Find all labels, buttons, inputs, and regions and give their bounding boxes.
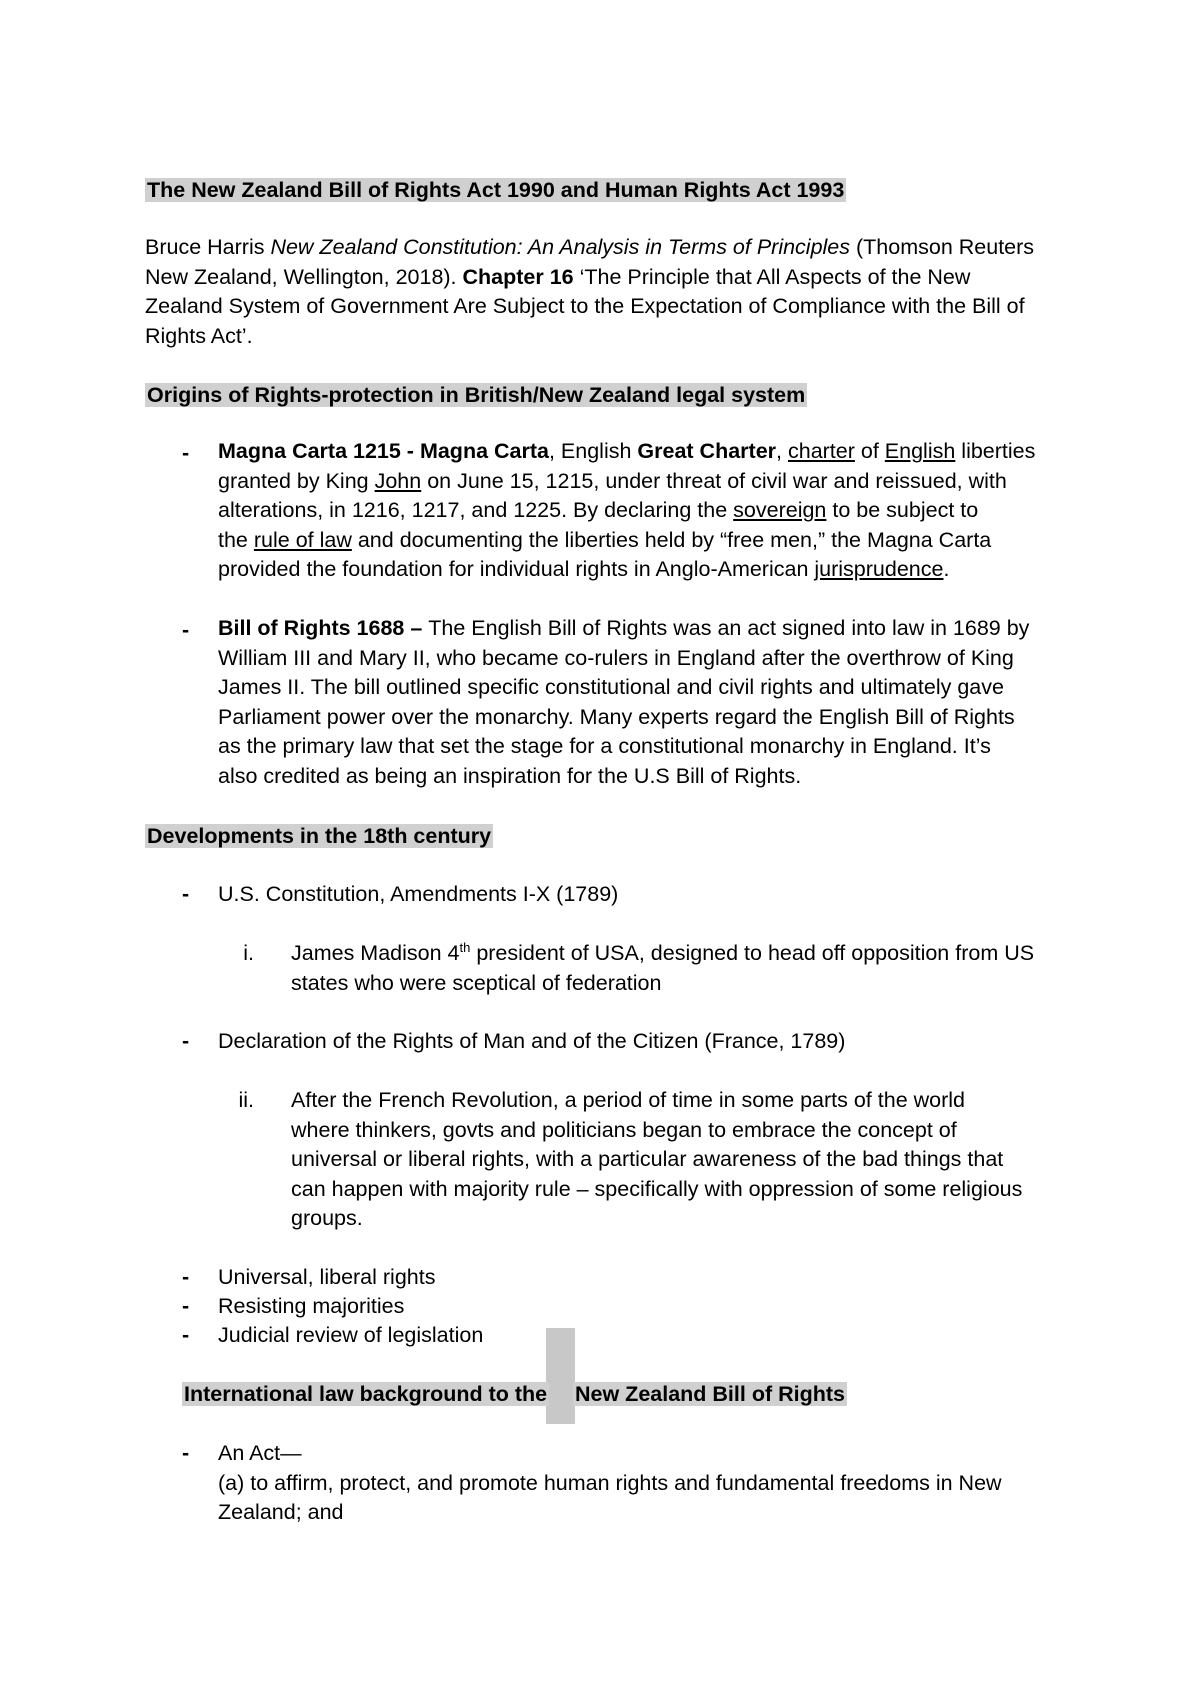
heading-international-b [573, 1380, 847, 1409]
list-item-judicial: Judicial review of legislation [218, 1323, 484, 1347]
bullet-dash: - [182, 1265, 190, 1289]
roman-numeral-i: i. [243, 941, 254, 965]
chapter-label: Chapter 16 [462, 264, 574, 289]
heading-developments [145, 822, 493, 851]
bullet-dash: - [182, 1323, 190, 1347]
magna-l5a: provided the foundation for individual rights in Anglo-American [218, 557, 815, 581]
bill-of-rights-item [218, 614, 1029, 791]
link-jurisprudence[interactable]: jurisprudence [814, 557, 944, 581]
ref-line2-pre: New Zealand, Wellington, 2018). [145, 264, 463, 289]
reference-paragraph [145, 233, 1034, 351]
magna-carta-item [218, 437, 1035, 585]
heading-international-b-text: New Zealand Bill of Rights [575, 1382, 845, 1406]
french-l1: After the French Revolution, a period of time in some parts of the world [291, 1088, 965, 1112]
bill-l5: as the primary law that set the stage for a constitutional monarchy in England. It’s [218, 734, 991, 758]
document-title [145, 176, 846, 205]
heading-developments-text: Developments in the 18th century [147, 824, 492, 848]
link-sovereign[interactable]: sovereign [733, 498, 827, 522]
magna-l1c: , [776, 439, 788, 463]
bullet-dash: - [182, 1441, 190, 1465]
author: Bruce Harris [145, 235, 271, 259]
act-item [218, 1439, 1002, 1528]
magna-lead: Magna Carta 1215 - Magna Carta [218, 439, 549, 463]
bullet-dash: - [182, 1294, 190, 1318]
publisher: (Thomson Reuters [850, 235, 1035, 259]
magna-l2a: granted by King [218, 468, 375, 493]
ref-line4: Rights Act’. [145, 323, 253, 348]
roman-numeral-ii: ii. [238, 1088, 254, 1112]
magna-l3b: to be subject to [826, 498, 979, 522]
french-item [291, 1086, 1022, 1234]
ordinal-suffix: th [459, 939, 471, 955]
bullet-dash: - [182, 1029, 190, 1053]
bullet-dash: - [182, 441, 190, 465]
ref-line2-post: ‘The Principle that All Aspects of the New [573, 264, 971, 289]
bullet-dash: - [182, 618, 190, 642]
heading-origins [145, 381, 807, 410]
link-rule-of-law[interactable]: rule of law [253, 527, 352, 552]
great-charter: Great Charter [637, 439, 777, 463]
bill-l2: William III and Mary II, who became co-rulers in England after the overthrow of King [218, 645, 1014, 670]
magna-l1e: liberties [955, 439, 1036, 463]
french-l4: can happen with majority rule – specifically with oppression of some religious [291, 1176, 1023, 1201]
madison-item [291, 939, 1034, 998]
magna-l3a: alterations, in 1216, 1217, and 1225. By declaring the [218, 498, 734, 522]
french-l5: groups. [291, 1206, 363, 1230]
us-constitution-item: U.S. Constitution, Amendments I-X (1789) [218, 882, 619, 906]
bullet-dash: - [182, 882, 190, 906]
magna-l1a: , English [548, 439, 638, 463]
list-item-resisting: Resisting majorities [218, 1294, 405, 1318]
french-l2: where thinkers, govts and politicians began to embrace the concept of [291, 1117, 957, 1142]
heading-origins-text: Origins of Rights-protection in British/New Zealand legal system [147, 383, 806, 407]
magna-l2b: on June 15, 1215, under threat of civil war and reissued, with [421, 468, 1007, 493]
bill-l4: Parliament power over the monarchy. Many experts regard the English Bill of Rights [218, 704, 1015, 729]
link-charter[interactable]: charter [787, 439, 855, 463]
book-title: New Zealand Constitution: An Analysis in Terms of Principles [270, 235, 851, 259]
bill-l3: James II. The bill outlined specific constitutional and civil rights and ultimately gave [218, 675, 1004, 699]
heading-international-a [182, 1380, 549, 1409]
bill-lead: Bill of Rights 1688 – [218, 616, 429, 640]
magna-l4b: and documenting the liberties held by “free men,” the Magna Carta [351, 527, 992, 552]
act-l2: (a) to affirm, protect, and promote human rights and fundamental freedoms in New [218, 1470, 1002, 1495]
madison-l2: states who were sceptical of federation [291, 970, 662, 995]
act-l3: Zealand; and [218, 1500, 344, 1524]
bill-l6: also credited as being an inspiration for the U.S Bill of Rights. [218, 763, 802, 788]
heading-international-a-text: International law background to the [184, 1382, 548, 1406]
declaration-item: Declaration of the Rights of Man and of the Citizen (France, 1789) [218, 1029, 846, 1053]
bill-l1: The English Bill of Rights was an act signed into law in 1689 by [428, 616, 1030, 640]
list-item-universal: Universal, liberal rights [218, 1265, 436, 1289]
french-l3: universal or liberal rights, with a particular awareness of the bad things that [291, 1147, 1004, 1171]
magna-l1d: of [854, 439, 885, 463]
link-english[interactable]: English [884, 439, 956, 463]
magna-l4a: the [218, 527, 254, 552]
link-john[interactable]: John [374, 468, 422, 493]
title-text: The New Zealand Bill of Rights Act 1990 and Human Rights Act 1993 [147, 178, 845, 202]
madison-l1a: James Madison 4 [291, 941, 460, 965]
madison-l1b: president of USA, designed to head off opposition from US [470, 941, 1035, 965]
gray-bar [546, 1328, 575, 1424]
ref-line3: Zealand System of Government Are Subject to the Expectation of Compliance with the Bill of [145, 294, 1025, 318]
act-l1: An Act— [218, 1441, 302, 1465]
magna-l5b: . [943, 557, 950, 581]
